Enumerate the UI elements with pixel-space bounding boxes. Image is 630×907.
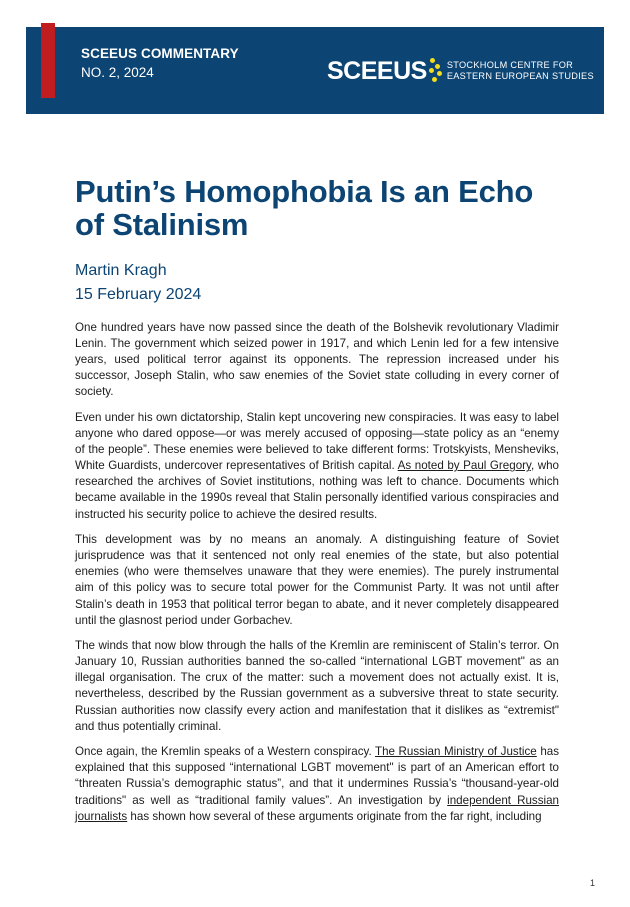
paragraph-text: has explained that this supposed “international LGBT movement" is part of an American effort to “threaten Russia’s demographic status”, and that it undermines Russia’s “thousand-year-old traditions" as well as “traditional family values”. An investigation by: [75, 745, 560, 807]
paragraph-2: [75, 410, 559, 523]
paragraph-4: The winds that now blow through the halls of the Kremlin are reminiscent of Stalin’s terror. On January 10, Russian authorities banned the so-called “international LGBT movement" as an illegal organisation. The crux of the matter: such a movement does not actually exist. It is, nevertheless, described by the Russian government as a subversive threat to state security. Russian authorities now classify every action and manifestation that it dislikes as “extremist" and thus potentially criminal.: [75, 639, 559, 733]
logo-dots-icon: [429, 58, 443, 84]
page-number: 1: [590, 878, 596, 888]
accent-bar: [41, 23, 55, 98]
logo-wordmark: SCEEUS: [327, 56, 427, 85]
article-title: Putin’s Homophobia Is an Echo of Stalinism: [75, 174, 534, 242]
logo-subtitle: [447, 60, 594, 82]
paragraph-3: This development was by no means an anomaly. A distinguishing feature of Soviet jurisprudence was that it sentenced not only real enemies of the state, but also potential enemies (who were themselves unaware that they were enemies). The purely instrumental aim of this policy was to secure total power for the Communist Party. It was not until after Stalin’s death in 1953 that political terror began to abate, and it never completely disappeared until the glasnost period under Gorbachev.: [75, 533, 559, 627]
issue-label: NO. 2, 2024: [81, 65, 154, 80]
logo-subtitle-line1: STOCKHOLM CENTRE FOR: [446, 60, 574, 70]
paragraph-text: , who researched the archives of Soviet institutions, nothing was left to chance. Documents which became available in the 1990s reveal that Stalin personally identified various conspiracies and instructed his security police to achieve the desired results.: [75, 459, 559, 521]
series-label: SCEEUS COMMENTARY: [81, 46, 239, 61]
paragraph-text: Once again, the Kremlin speaks of a Western conspiracy.: [75, 745, 376, 759]
article-author: Martin Kragh: [75, 262, 167, 279]
paragraph-text: Even under his own dictatorship, Stalin kept uncovering new conspiracies. It was easy to label anyone who dared oppose—or was merely accused of opposing—state policy as an “enemy of the people”. These enemies were believed to take different forms: Trotskyists, Mensheviks, White Guardists, undercover representatives of British capital.: [75, 410, 559, 473]
sceeus-logo: [327, 58, 594, 84]
article-date: 15 February 2024: [75, 286, 202, 303]
paragraph-5: [75, 744, 559, 824]
paragraph-text: has shown how several of these arguments originate from the far right, including: [127, 809, 542, 823]
paragraph-1: One hundred years have now passed since the death of the Bolshevik revolutionary Vladimir Lenin. The government which seized power in 1917, and which Lenin led for a few intensive years, used political terror against its opponents. The repression increased under his successor, Joseph Stalin, who saw enemies of the Soviet state colluding in every corner of society.: [75, 321, 559, 399]
link-paul-gregory[interactable]: As noted by Paul Gregory: [397, 459, 531, 473]
link-independent-journalists[interactable]: independent Russian journalists: [75, 793, 559, 823]
article-body: [75, 320, 559, 834]
link-ministry-of-justice[interactable]: The Russian Ministry of Justice: [375, 745, 537, 759]
logo-subtitle-line2: EASTERN EUROPEAN STUDIES: [446, 71, 594, 81]
